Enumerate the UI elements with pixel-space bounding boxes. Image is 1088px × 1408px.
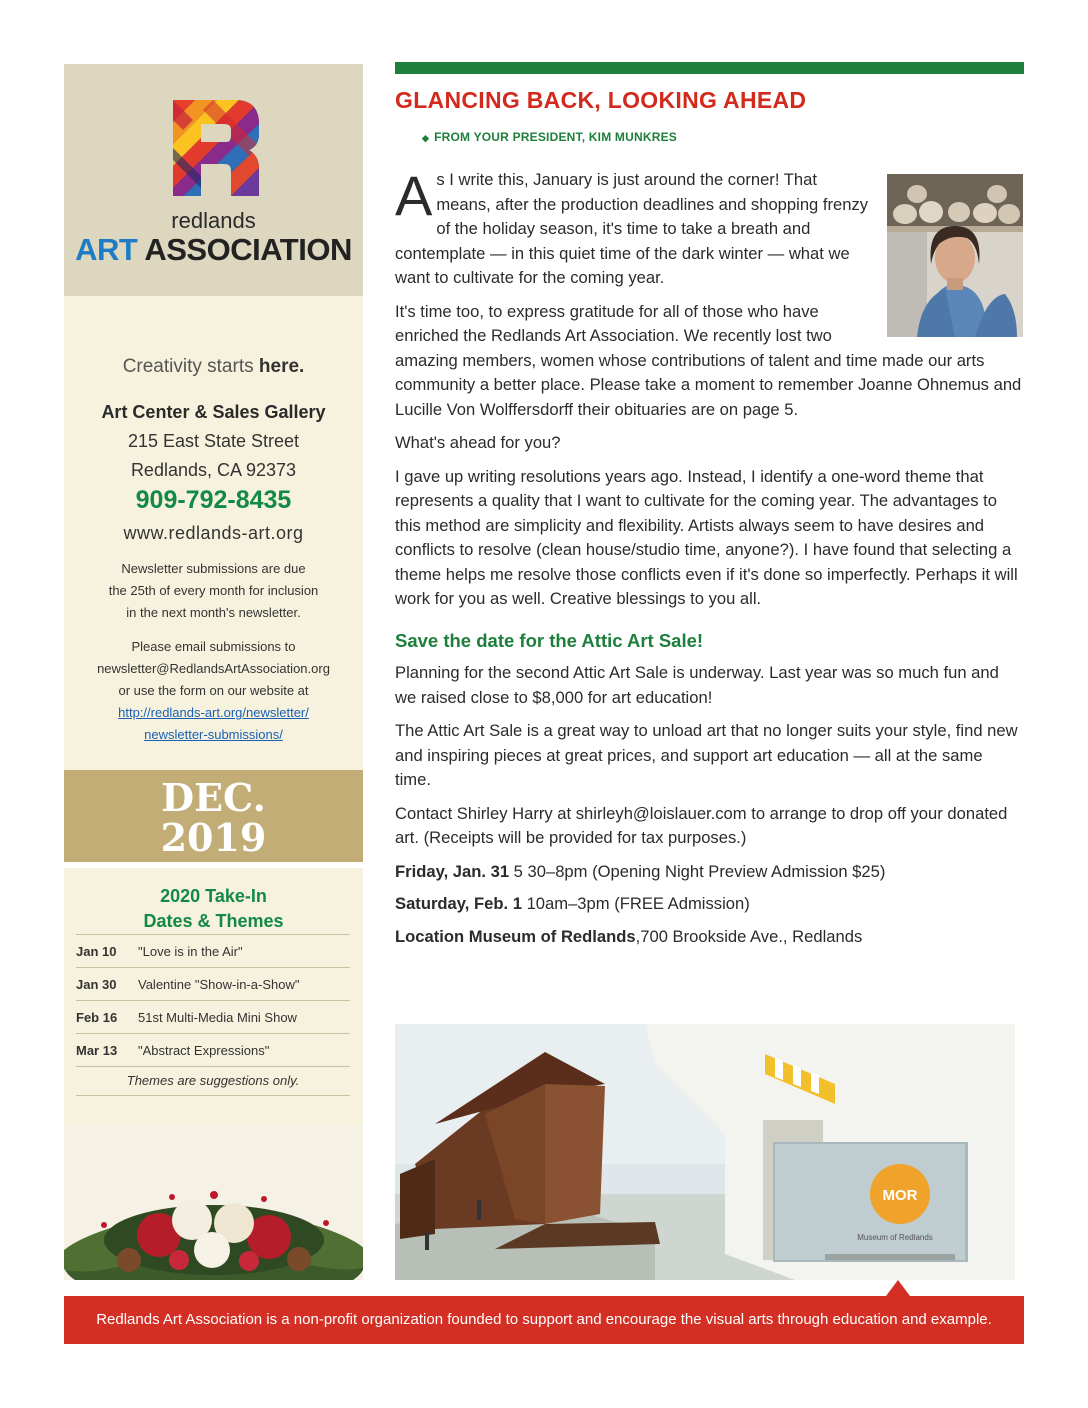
takein-title [64,884,363,934]
takein-date: Mar 13 [76,1042,118,1058]
address-line-2: Redlands, CA 92373 [130,460,297,480]
issue-year: 2019 [160,815,267,860]
diamond-bullet-icon: ◆ [422,133,430,143]
takein-date: Jan 30 [76,976,117,992]
submission-deadline-note [64,558,363,624]
logo-wordmark-small: redlands [171,208,256,233]
event-friday [395,860,1023,885]
submission-form-link-continued[interactable]: newsletter-submissions/ [144,727,283,742]
attic-paragraph: The Attic Art Sale is a great way to unload art that no longer suits your style, find new and inspiring pieces at great prices, and support art education — all at the same time. [395,721,1018,789]
attic-paragraph: Contact Shirley Harry at shirleyh@loislauer.com to arrange to drop off your donated art. (Receipts will be provided for tax purposes.) [395,803,1008,847]
submission-line: Newsletter submissions are due [121,561,306,576]
attic-sale-heading: Save the date for the Attic Art Sale! [395,629,704,651]
museum-sign-text: Museum of Redlands [857,1233,933,1242]
tagline-text: Creativity starts [122,356,254,377]
takein-table [76,934,350,1096]
submission-line: in the next month's newsletter. [126,605,301,620]
takein-title-line: 2020 Take-In [160,886,267,906]
tagline-emphasis: here. [258,356,305,377]
takein-theme: "Love is in the Air" [138,943,243,959]
event-label: Friday, Jan. 31 [395,861,510,881]
museum-rendering-image [395,1024,1015,1280]
logo-wordmark [64,232,363,268]
president-photo [887,174,1023,337]
website-url: www.redlands-art.org [123,523,304,543]
email-note-line: or use the form on our website at [118,683,309,698]
article-paragraph: I gave up writing resolutions years ago. Instead, I identify a one-word theme that represents a quality that I want to cultivate for the coming year. The advantages to this method are simplicity and flexibility. Artists always seem to have desires and conflicts to resolve (clean house/studio time, anyone?). I have found that selecting a theme helps me resolve those conflicts even if it's done so imperfectly. Perhaps it will work for you as well. Creative blessings to you all. [395,466,1018,608]
table-row [76,935,350,968]
table-row [76,968,350,1001]
article-body [395,164,1023,957]
logo-word-association: ASSOCIATION [144,232,352,267]
paragraph-text: s I write this, January is just around the corner! That means, after the production deadlines and shopping frenzy of the holiday season, it's time to take a breath and contemplate — in this quiet time of the dark winter — what we want to cultivate for the coming year. [395,170,869,287]
issue-month: DEC. [161,775,266,820]
event-detail: 5 30–8pm (Opening Night Preview Admission $25) [509,861,886,881]
table-row [76,1001,350,1034]
byline-text: FROM YOUR PRESIDENT, KIM MUNKRES [434,130,677,144]
sidebar [64,64,363,1280]
article-byline [422,130,677,144]
email-note-line: Please email submissions to [131,639,296,654]
logo-panel [64,64,363,296]
submission-line: the 25th of every month for inclusion [108,583,319,598]
footer-mission-statement: Redlands Art Association is a non-profit organization founded to support and encourage the visual arts through education and example. [64,1296,1024,1344]
redlands-art-association-logo-icon [173,100,259,196]
article-headline: GLANCING BACK, LOOKING AHEAD [395,87,807,113]
takein-note: Themes are suggestions only. [76,1067,350,1096]
event-detail: ,700 Brookside Ave., Redlands [635,926,863,946]
footer-pointer [886,1280,910,1296]
contact-panel [64,296,363,770]
takein-date: Feb 16 [76,1009,118,1025]
museum-sign-logo: MOR [882,1187,918,1204]
drop-cap: A [395,164,433,227]
takein-theme: 51st Multi-Media Mini Show [138,1009,297,1025]
event-label: Saturday, Feb. 1 [395,894,522,913]
newsletter-email: newsletter@RedlandsArtAssociation.org [97,661,330,676]
holiday-flowers-image [64,1125,363,1280]
takein-title-line: Dates & Themes [143,911,284,931]
submission-form-link[interactable]: http://redlands-art.org/newsletter/ [118,705,309,720]
attic-paragraph: Planning for the second Attic Art Sale is underway. Last year was so much fun and we raised close to $8,000 for art education! [395,663,999,707]
submission-email-note [64,636,363,746]
logo-word-art: ART [75,232,138,267]
event-saturday [395,892,1023,917]
takein-theme: "Abstract Expressions" [138,1042,270,1058]
article-paragraph: What's ahead for you? [395,433,561,452]
header-rule [395,62,1024,74]
takein-date: Jan 10 [76,943,117,959]
gallery-name: Art Center & Sales Gallery [101,402,326,422]
issue-date-banner [64,770,363,862]
phone-number: 909-792-8435 [135,486,292,514]
event-label: Location Museum of Redlands [395,926,636,946]
address-line-1: 215 East State Street [127,431,300,451]
event-detail: 10am–3pm (FREE Admission) [521,894,750,913]
table-row [76,1034,350,1067]
takein-theme: Valentine "Show-in-a-Show" [138,976,300,992]
event-location [395,925,1023,950]
tagline [64,356,363,378]
article-paragraph: It's time too, to express gratitude for all of those who have enriched the Redlands Art Association. We recently lost two amazing members, women whose contributions of talent and time made our arts community a better place. Please take a moment to remember Joanne Ohnemus and Lucille Von Wolffersdorff their obituaries are on page 5. [395,301,1022,419]
